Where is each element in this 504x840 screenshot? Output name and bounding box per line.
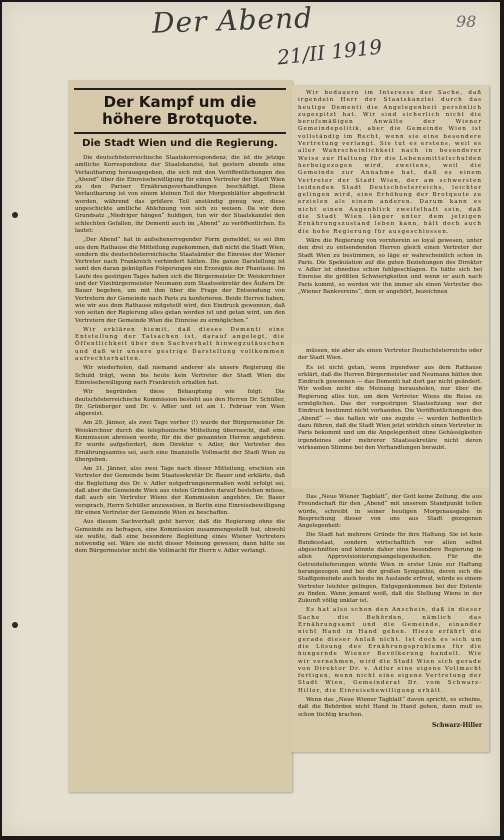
- paragraph: Am 31. Jänner, also zwei Tage nach dieser Mitteilung, erschien ein Vertreter der Gemeinde beim Staatssekretär Dr. Bauer und erklärte, daß die Begleitung des Dr. v. Adler notgedrungenermaßen wohl erfolgt sei, daß aber die Gemeinde Wien aus vielen Gründen darauf bestehen müsse, daß auch ein Vertreter Wiens der Kommission angehöre. Dr. Bauer versprach, Herrn Schüller anzuweisen, in Berlin eine Einreisebewilligung für einen Vertreter der Gemeinde Wien zu beschaffen.: [75, 466, 285, 516]
- paragraph: Die deutschösterreichische Staatskorrespondenz, die ist die jetzige amtliche Korrespondenz der Staatskanzlei, hat gestern abends eine Verlautbarung herausgegeben, die sich mit den Veröffentlichungen des „Abend“ über die Einreisebewilligung für einen Vertreter der Stadt Wien zu den Pariser Ernährungsverhandlungen beschäftigt. Diese Verlautbarung ist von einem kleinen Teil der Morgenblätter abgedruckt worden, während das größere Teil anständig genug war, diese ungeschickte amtliche Ablehnung von sich zu weisen. Da wir dem Grundsatz „Niedriger hängen“ huldigen, tun wir der Staatskanzlei den schlechten Gefallen, ihr Dementi auch im „Abend“ zu veröffentlichen. Es lautet:: [75, 155, 285, 234]
- right-bottom-text: [291, 489, 489, 734]
- article-signature: Schwarz-Hiller: [432, 721, 482, 729]
- paragraph: Wenn das „Neue Wiener Tagblatt“ davon spricht, es scheine, daß die Behörden nicht Hand in Hand gehen, dann muß es schon tüchtig krachen.: [298, 697, 482, 718]
- punch-hole: [12, 622, 18, 628]
- paragraph: Die Stadt hat mehrere Gründe für ihre Haltung. Sie ist kein Bundesstaat, sondern wirtschaftlich vor allen selbst abgeschnitten und könnte daher eine besondere Regierung in allen Approvisionierungsangelegenheiten. Für die Getreidelieferungen würde Wien in erster Linie zur Haftung herangezogen und bei der großen Sympathie, deren sich die Stadtgemeinde auch heute im Auslande erfreut, würde es einem Vertreter leichter gelingen, Entgegenkommen bei der Entente zu finden. Wenn jemand weiß, daß die Stellung Wiens in der Zukunft völlig unklar ist.: [298, 532, 482, 605]
- paragraph: müssen, nie aber als einen Vertreter Deutschösterreichs oder der Stadt Wien.: [298, 348, 482, 362]
- handwritten-newspaper-title: Der Abend: [151, 1, 314, 40]
- paragraph: Das „Neue Wiener Tagblatt“, der Gott keine Zeitung, die aus Freundschaft für den „Abend“ mit unserem Standpunkt teilen würde, schreibt in seiner heutigen Morgenausgabe in Besprechung dieser von uns aus Stadt gezogenen Angelegenheit:: [298, 494, 482, 530]
- clipping-right-middle: [291, 343, 489, 489]
- right-top-text: [291, 85, 489, 303]
- clipping-left-column: [68, 80, 292, 792]
- handwritten-page-number: 98: [456, 12, 477, 31]
- paragraph: Wir erklären hiemit, daß dieses Dementi eine Entstellung der Tatsachen ist, darauf angelegt, die Öffentlichkeit über den Sachverhalt hinwegzutäuschen und daß wir unsere gestrige Darstellung vollkommen aufrechterhalten.: [75, 326, 285, 363]
- clipping-right-bottom: [291, 489, 489, 752]
- paragraph: Es hat also schon den Anschein, daß in dieser Sache die Behörden, nämlich das Ernährungsamt und die Gemeinde, einander nicht Hand in Hand gehen. Hiezu erfährt die gerade dieser Anlaß nicht. Ist doch es sich um die Lösung des Ernährungsproblems für die hungernde Wiener Bevölkerung handelt. Wie wir vernehmen, wird die Stadt Wien sich gerade von Direktor Dr. v. Adler eine eigene Vollmacht fertigen, wenn nicht eine eigene Vertretung der Stadt Wien, Gemeinderat Dr. vom Schwarz-Hiller, die Einreisebewilligung erhält.: [298, 607, 482, 694]
- archive-sheet: [2, 2, 500, 836]
- paragraph: Wäre die Regierung von vornherein so loyal gewesen, unter den drei zu entsendenden Herren gleich einen Vertreter der Stadt Wien zu bestimmen, so läge er wahrscheinlich schon in Paris. Die Spekulation auf die guten Beziehungen des Direktor v. Adler ist ohnedies schon fehlgeschlagen. Es hätte sich bei Einreise die größten Schwierigkeiten und wenn er auch nach Paris kommt, so werden wir ihn immer als einen Vertreter des „Wiener Bankvereins“, dem er angehört, bezeichnen: [298, 237, 482, 296]
- paragraph: Wir bedauern im Interesse der Sache, daß irgendein Herr der Staatskanzlei durch das heutige Dementi die Angelegenheit persönlich zugespitzt hat. Wir sind sicherlich nicht die berufsmäßigen Anwälte der Wiener Gemeindepolitik, aber die Gemeinde Wien ist vollständig im Recht, wenn sie eine besondere Vertretung verlangt. Sie tut es erstens, weil es aller Wahrscheinlichkeit nach in besonderer Weise zur Haltung für die Lebensmittelschulden herbeigezogen wird, zweitens, weil die Gemeinde zur Annahme hat, daß es einem Vertreter der Stadt Wien, der am schwersten leidenden Stadt Deutschösterreichs, leichter gelingen wird, eine Erhöhung der Brotquote zu erzielen als einem anderen. Darum kann es nicht einen Augenblick zweifelhaft sein, daß die Stadt Wien länger unter dem jetzigen Ernährungszustand leben kann, hält doch auch die hohe Regierung für ausgeschlossen.: [298, 90, 482, 235]
- paragraph: Wir begründen diese Behauptung wie folgt: Die deutschösterreichische Kommission besteht aus den Herren Dr. Schüller, Dr. Grünberger und Dr. v. Adler und ist am 1. Februar von Wien abgereist.: [75, 389, 285, 418]
- left-column-text: [68, 155, 292, 556]
- clipping-right-top: [291, 85, 489, 343]
- paragraph: Aus diesem Sachverhalt geht hervor, daß die Regierung ohne die Gemeinde zu befragen, eine Kommission zusammengestellt hat, obwohl sie wußte, daß eine besondere Begleitung eines Wiener Vertreters notwendig sei. Wäre sie nicht dieser Meinung gewesen, dann hätte sie dem Bürgermeister nicht die Vollmacht für Herrn v. Adler verlangt.: [75, 519, 285, 555]
- right-middle-text: [291, 343, 489, 459]
- article-subheadline: Die Stadt Wien und die Regierung.: [82, 138, 278, 149]
- punch-hole: [12, 212, 18, 218]
- paragraph: „Der Abend“ hat in aufsehenerregender Form gemeldet, es sei ihm aus dem Rathause die Mitteilung zugekommen, daß nicht die Stadt Wien, sondern die deutschösterreichische Staatsämter die Einreise der Wiener Vertreter nach Frankreich verhindert hätten. Die ganze Darstellung ist samt den daran geknüpften Folgerungen ein Erzeugnis der Phantasie. Im Laufe des gestrigen Tages haben sich die Bürgermeister Dr. Weiskirchner und der Vizebürgermeister Neumann zum Staatssekretär des Äußern Dr. Bauer begeben, um mit ihm über die Frage der Entsendung von Vertretern der Gemeinde nach Paris zu konferieren. Beide Herren haben, wie wir aus dem Rathause mitgeteilt wird, den Eindruck gewonnen, daß von seiten der Regierung alles getan worden ist und getan wird, um den Vertretern der Gemeinde Wien die Einreise zu ermöglichen.“: [75, 237, 285, 324]
- article-headline: Der Kampf um die höhere Brotquote.: [74, 88, 286, 134]
- paragraph: Wir wiederholen, daß niemand anderer als unsere Regierung die Schuld trägt, wenn bis heute kein Vertreter der Stadt Wien die Einreisebewilligung nach Frankreich erhalten hat.: [75, 365, 285, 386]
- paragraph: Es ist nicht getan, wenn irgendwer aus dem Rathause erklärt, daß die Herren Bürgermeister und Neumann hätten den Eindruck gewonnen — das Dementi hat dort gar nicht geändert. Wir wollen nicht die Meinung herausholen, nur über die Regierung alles tun, um dem Vertreter Wiens die Reise zu ermöglichen. Das der vorgestrigen Staatssitzung war der Eindruck bestimmt nicht vorhanden. Die Veröffentlichungen des „Abend“ — das halten wir uns zugute — werden hoffentlich dazu führen, daß die Stadt Wien jetzt wirklich einen Vertreter in Paris bekommt und um die Angelegenheit ohne Gehässigkeiten irgendeines oder mehrerer Staatssekretäre nicht deren wirksamen Stimme bei den Verhandlungen beraubt.: [298, 364, 482, 451]
- paragraph: Am 29. Jänner, als zwei Tage vorher (!) wurde der Bürgermeister Dr. Weiskirchner durch die telephonische Mitteilung überrascht, daß eine Kommission abreisen werde, für die der genannten Herren angehören. Er wurde aufgefordert, dem Direktor v. Adler, der Vertreter des Ernährungsamtes sei, auch eine finanzielle Vollmacht der Stadt Wien zu übergeben.: [75, 420, 285, 463]
- handwritten-date: 21/II 1919: [276, 34, 384, 70]
